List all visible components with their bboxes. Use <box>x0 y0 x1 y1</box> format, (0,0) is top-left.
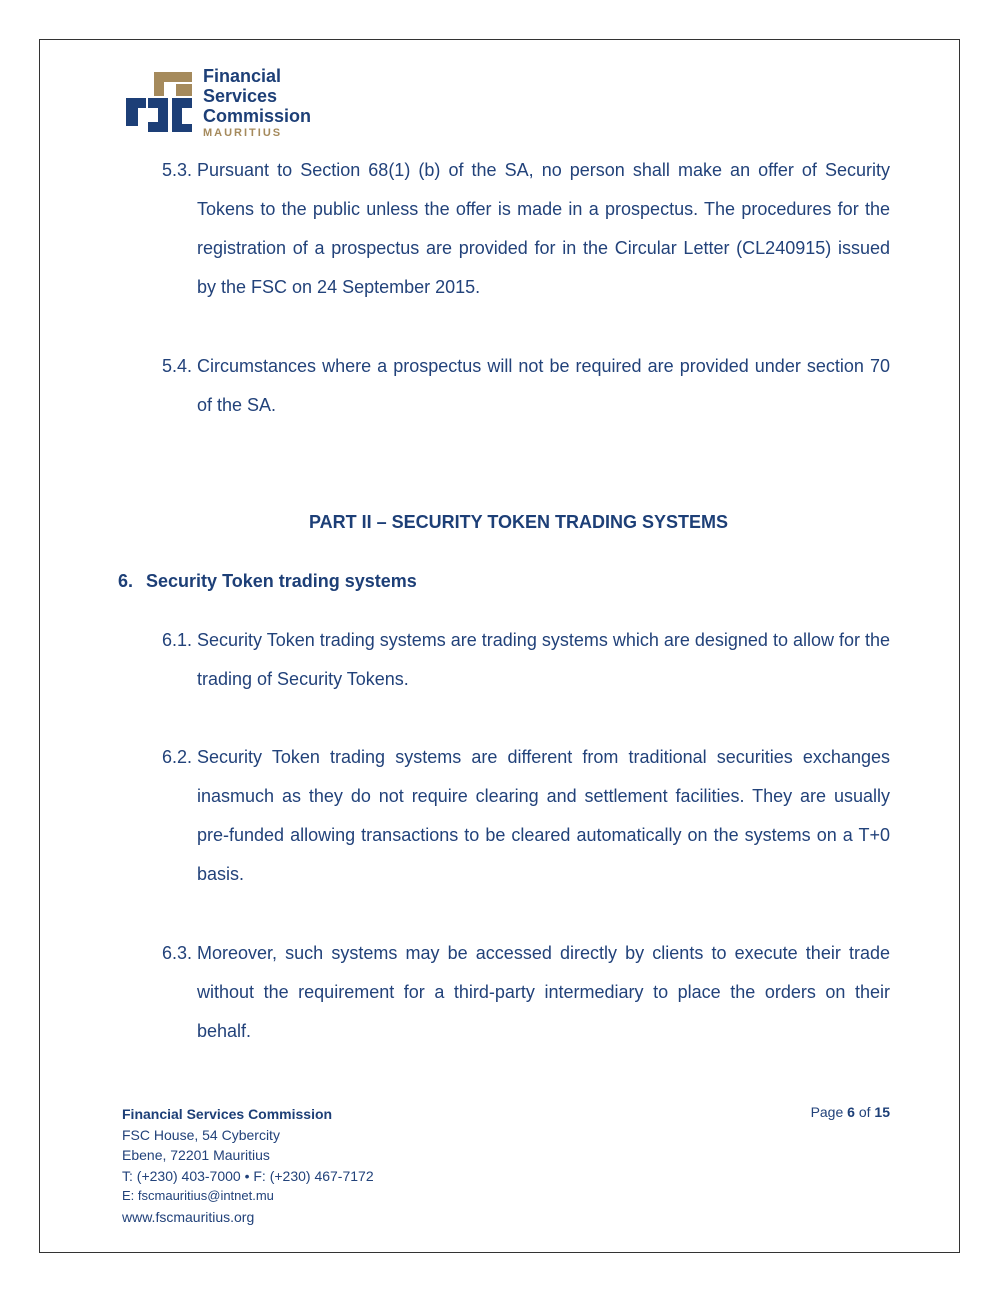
page-label: Page <box>810 1104 844 1120</box>
paragraph-text: Security Token trading systems are trading systems which are designed to allow for the trading of Security Tokens. <box>197 630 890 689</box>
paragraph-number: 6.3. <box>162 943 193 963</box>
logo-line-2: Services <box>203 86 278 106</box>
paragraph-6-1 <box>162 621 890 699</box>
paragraph-number: 6.2. <box>162 747 193 767</box>
logo-line-4: MAURITIUS <box>203 127 283 139</box>
paragraph-6-2 <box>162 738 890 894</box>
footer-website[interactable]: www.fscmauritius.org <box>122 1208 255 1225</box>
page-current: 6 <box>847 1104 855 1120</box>
paragraph-number: 5.3. <box>162 160 193 180</box>
footer-contact <box>122 1104 374 1227</box>
logo-line-3: Commission <box>203 106 312 126</box>
section-title: Security Token trading systems <box>146 571 417 591</box>
paragraph-number: 6.1. <box>162 630 193 650</box>
paragraph-text: Pursuant to Section 68(1) (b) of the SA, no person shall make an offer of Security Tokens to the public unless the offer is made in a prospectus. The procedures for the registration of a prospectus are provided for in the Circular Letter (CL240915) issued by the FSC on 24 September 2015. <box>197 160 890 297</box>
paragraph-6-3 <box>162 934 890 1051</box>
page-of: of <box>858 1104 871 1120</box>
section-heading <box>118 571 417 592</box>
footer-org-name: Financial Services Commission <box>122 1106 333 1122</box>
section-number: 6. <box>118 571 134 591</box>
paragraph-5-4 <box>162 347 890 425</box>
paragraph-5-3 <box>162 151 890 307</box>
footer-address-1: FSC House, 54 Cybercity <box>122 1126 280 1143</box>
footer-email: E: fscmauritius@intnet.mu <box>122 1188 274 1203</box>
footer-phone: T: (+230) 403-7000 • F: (+230) 467-7172 <box>122 1167 374 1184</box>
paragraph-number: 5.4. <box>162 356 193 376</box>
part-heading: PART II – SECURITY TOKEN TRADING SYSTEMS <box>308 512 729 532</box>
logo-line-1: Financial <box>203 66 282 86</box>
page-total: 15 <box>874 1104 890 1120</box>
paragraph-text: Moreover, such systems may be accessed directly by clients to execute their trade without the requirement for a third-party intermediary to place the orders on their behalf. <box>197 943 890 1041</box>
logo-wordmark <box>203 66 311 140</box>
paragraph-text: Security Token trading systems are different from traditional securities exchanges inasmuch as they do not require clearing and settlement facilities. They are usually pre-funded allowing transactions to be cleared automatically on the systems on a T+0 basis. <box>197 747 890 884</box>
page-number <box>811 1104 890 1120</box>
footer-address-2: Ebene, 72201 Mauritius <box>122 1147 270 1163</box>
paragraph-text: Circumstances where a prospectus will not be required are provided under section 70 of the SA. <box>197 356 890 415</box>
